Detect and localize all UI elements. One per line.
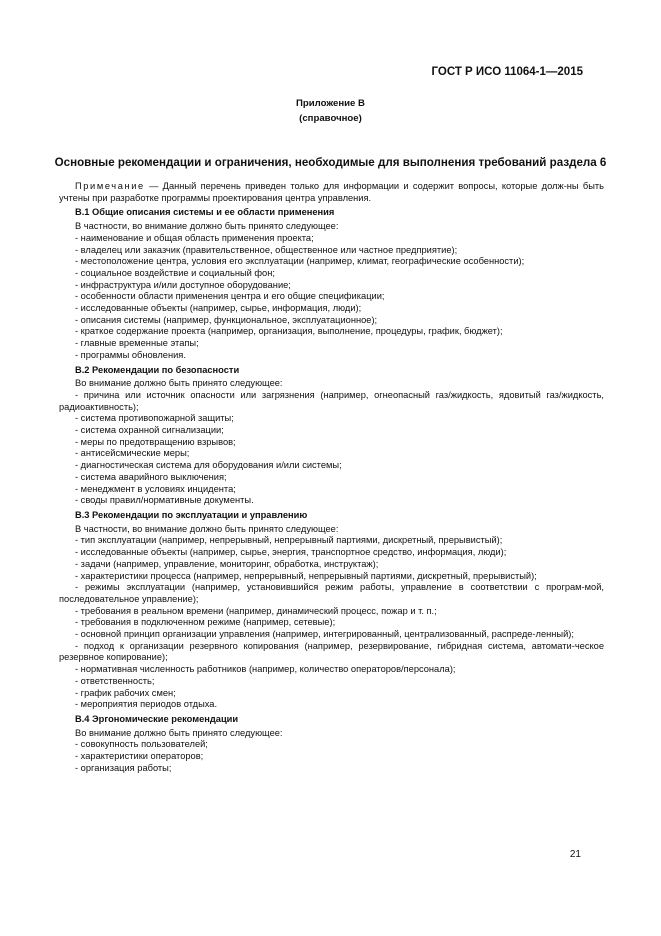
list-item: - описания системы (например, функциональное, эксплуатационное); <box>75 314 378 325</box>
section-heading: В.1 Общие описания системы и ее области применения <box>75 207 335 218</box>
section-heading: В.2 Рекомендации по безопасности <box>75 364 240 375</box>
section-intro: В частности, во внимание должно быть принято следующее: <box>75 523 339 534</box>
list-item: - антисейсмические меры; <box>75 448 190 459</box>
annex-body <box>59 181 604 774</box>
list-item: - требования в подключенном режиме (например, сетевые); <box>75 617 336 628</box>
standard-number: ГОСТ Р ИСО 11064-1—2015 <box>431 66 583 78</box>
list-item: - владелец или заказчик (правительственное, общественное или частное предприятие); <box>75 244 458 255</box>
list-item: - подход к организации резервного копирования (например, резервирование, гибридная система, автомати-ческое резервное копирование); <box>59 640 604 663</box>
annex-kind: (справочное) <box>299 113 362 124</box>
list-item: - диагностическая система для оборудования и/или системы; <box>75 460 342 471</box>
list-item: - исследованные объекты (например, сырье, информация, люди); <box>75 303 362 314</box>
section-intro: Во внимание должно быть принято следующее: <box>75 378 283 389</box>
list-item: - совокупность пользователей; <box>75 739 208 750</box>
section <box>59 365 604 507</box>
list-item: - организация работы; <box>75 762 172 773</box>
list-item: - нормативная численность работников (например, количество операторов/персонала); <box>75 664 456 675</box>
list-item: - своды правил/нормативные документы. <box>75 495 254 506</box>
annex-block <box>0 96 661 126</box>
list-item: - социальное воздействие и социальный фон; <box>75 267 275 278</box>
section-heading: В.3 Рекомендации по эксплуатации и управлению <box>75 509 308 520</box>
list-item: - меры по предотвращению взрывов; <box>75 436 236 447</box>
section-heading: В.4 Эргономические рекомендации <box>75 713 239 724</box>
list-item: - менеджмент в условиях инцидента; <box>75 483 236 494</box>
list-item: - система противопожарной защиты; <box>75 413 234 424</box>
sections-container <box>59 207 604 774</box>
page-number: 21 <box>569 849 581 860</box>
note-text: — Данный перечень приведен только для информации и содержит вопросы, которые долж-ны быть учтены при разработке программы проектирования центра управления. <box>59 181 604 203</box>
note-label: Примечание <box>75 181 145 191</box>
list-item: - главные временные этапы; <box>75 338 199 349</box>
list-item: - краткое содержание проекта (например, организация, выполнение, процедуры, график, бюджет); <box>75 326 503 337</box>
list-item: - причина или источник опасности или загрязнения (например, огнеопасный газ/жидкость, ядовитый газ/жидкость, радиоактивность); <box>59 389 604 412</box>
list-item: - тип эксплуатации (например, непрерывный, непрерывный партиями, дискретный, прерывистый); <box>75 535 503 546</box>
section <box>59 510 604 711</box>
section <box>59 207 604 361</box>
list-item: - инфраструктура и/или доступное оборудование; <box>75 279 291 290</box>
list-item: - ответственность; <box>75 675 155 686</box>
list-item: - местоположение центра, условия его эксплуатации (например, климат, географические особенности); <box>75 256 525 267</box>
list-item: - основной принцип организации управления (например, интегрированный, централизованный, распреде-ленный); <box>75 629 574 640</box>
list-item: - система охранной сигнализации; <box>75 425 224 436</box>
list-item: - требования в реальном времени (например, динамический процесс, пожар и т. п.; <box>75 605 437 616</box>
list-item: - характеристики операторов; <box>75 751 204 762</box>
annex-label: Приложение В <box>296 98 365 109</box>
list-item: - мероприятия периодов отдыха. <box>75 699 218 710</box>
list-item: - наименование и общая область применения проекта; <box>75 232 314 243</box>
list-item: - исследованные объекты (например, сырье, энергия, транспортное средство, информация, люди); <box>75 547 507 558</box>
section-intro: Во внимание должно быть принято следующее: <box>75 727 283 738</box>
list-item: - программы обновления. <box>75 349 186 360</box>
section <box>59 714 604 775</box>
list-item: - график рабочих смен; <box>75 687 176 698</box>
note-paragraph <box>59 181 604 204</box>
section-intro: В частности, во внимание должно быть принято следующее: <box>75 221 339 232</box>
list-item: - характеристики процесса (например, непрерывный, непрерывный партиями, дискретный, прерывистый); <box>75 570 537 581</box>
list-item: - задачи (например, управление, мониторинг, обработка, инструктаж); <box>75 558 379 569</box>
list-item: - особенности области применения центра и его общие спецификации; <box>75 291 385 302</box>
list-item: - режимы эксплуатации (например, установившийся режим работы, управление в соответствии с програм-мой, последовательное управление); <box>59 582 604 604</box>
annex-title: Основные рекомендации и ограничения, необходимые для выполнения требований раздела 6 <box>54 156 607 169</box>
list-item: - система аварийного выключения; <box>75 471 227 482</box>
